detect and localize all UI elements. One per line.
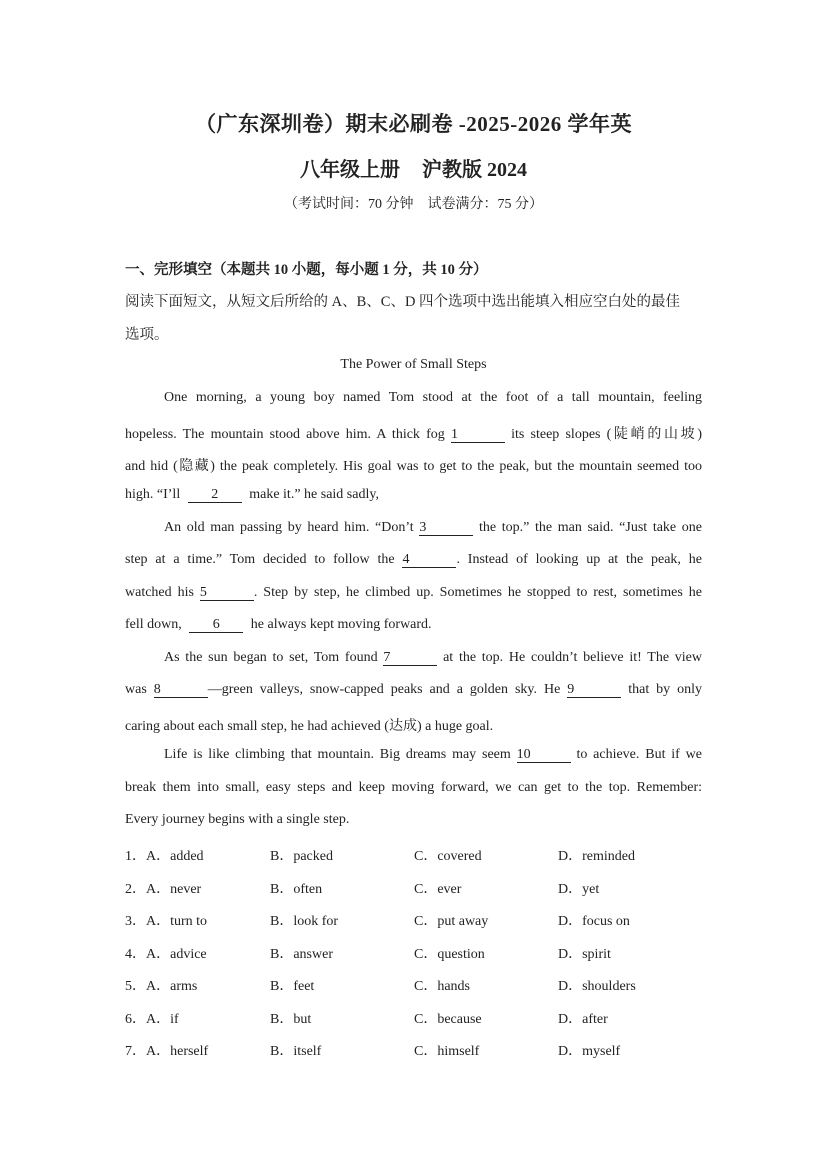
edition-label: 沪教版 2024 [422,159,527,181]
passage-line: break them into small, easy steps and keep moving forward, we can get to the top. Remember: [125,780,702,795]
option-a: 2．A．never [125,882,202,897]
option-b: B．answer [270,947,333,962]
passage-line: Every journey begins with a single step. [125,812,350,827]
blank-6: 6 [189,617,243,633]
option-d: D．myself [558,1044,621,1059]
passage-line: high. “I’ll 2 make it.” he said sadly, [125,487,379,502]
option-row [125,845,725,865]
option-c: C．question [414,947,485,962]
option-d: D．yet [558,882,600,897]
option-d: D．shoulders [558,979,636,994]
option-d: D．reminded [558,849,635,864]
option-d: D．spirit [558,947,611,962]
option-d: D．focus on [558,914,630,929]
section-heading: 一、完形填空（本题共 10 小题，每小题 1 分，共 10 分） [125,262,488,278]
option-b: B．feet [270,979,315,994]
blank-8: 8 [154,682,208,698]
option-a: 4．A．advice [125,947,207,962]
option-row [125,1008,725,1028]
option-row [125,943,725,963]
passage-line: hopeless. The mountain stood above him. A thick fog 1 its steep slopes (陡峭的山坡) [125,427,703,442]
exam-title: （广东深圳卷）期末必刷卷 -2025-2026 学年英 [195,112,632,136]
option-b: B．itself [270,1044,322,1059]
blank-10: 10 [517,747,571,763]
passage-line: Life is like climbing that mountain. Big dreams may seem 10 to achieve. But if we [164,747,702,762]
passage-line: caring about each small step, he had achieved (达成) a huge goal. [125,719,494,734]
option-a: 7．A．herself [125,1044,209,1059]
option-c: C．himself [414,1044,480,1059]
passage-line: One morning, a young boy named Tom stood at the foot of a tall mountain, feeling [164,390,702,405]
option-d: D．after [558,1012,608,1027]
grade-label: 八年级上册 [300,159,400,181]
blank-5: 5 [200,585,254,601]
passage-line: fell down, 6 he always kept moving forward. [125,617,432,632]
option-c: C．hands [414,979,470,994]
option-b: B．but [270,1012,312,1027]
instruction-line: 阅读下面短文，从短文后所给的 A、B、C、D 四个选项中选出能填入相应空白处的最佳 [125,294,681,310]
option-c: C．put away [414,914,489,929]
option-b: B．packed [270,849,333,864]
option-row [125,975,725,995]
option-c: C．ever [414,882,462,897]
exam-time: （考试时间：70 分钟 [284,197,414,212]
passage-line: step at a time.” Tom decided to follow the 4 . Instead of looking up at the peak, he [125,552,703,567]
option-row [125,1040,725,1060]
option-a: 1．A．added [125,849,204,864]
option-a: 6．A．if [125,1012,179,1027]
blank-1: 1 [451,427,505,443]
passage-line: An old man passing by heard him. “Don’t 3 the top.” the man said. “Just take one [164,520,703,535]
blank-7: 7 [383,650,437,666]
passage-line: As the sun began to set, Tom found 7 at the top. He couldn’t believe it! The view [164,650,702,665]
blank-4: 4 [402,552,456,568]
blank-9: 9 [567,682,621,698]
option-row [125,878,725,898]
option-c: C．covered [414,849,482,864]
blank-2: 2 [188,487,242,503]
exam-score: 试卷满分：75 分） [427,197,543,212]
passage-line: and hid (隐藏) the peak completely. His goal was to get to the peak, but the mountain seemed too [125,459,702,474]
option-a: 5．A．arms [125,979,198,994]
option-b: B．often [270,882,323,897]
option-row [125,910,725,930]
instruction-line: 选项。 [125,327,169,343]
exam-meta [0,193,827,213]
blank-3: 3 [419,520,473,536]
exam-subtitle [0,153,827,182]
passage-line: watched his 5 . Step by step, he climbed up. Sometimes he stopped to rest, sometimes he [125,585,702,600]
option-b: B．look for [270,914,339,929]
option-c: C．because [414,1012,482,1027]
passage-line: was 8 —green valleys, snow-capped peaks and a golden sky. He 9 that by only [125,682,703,697]
passage-title: The Power of Small Steps [340,357,487,372]
option-a: 3．A．turn to [125,914,208,929]
